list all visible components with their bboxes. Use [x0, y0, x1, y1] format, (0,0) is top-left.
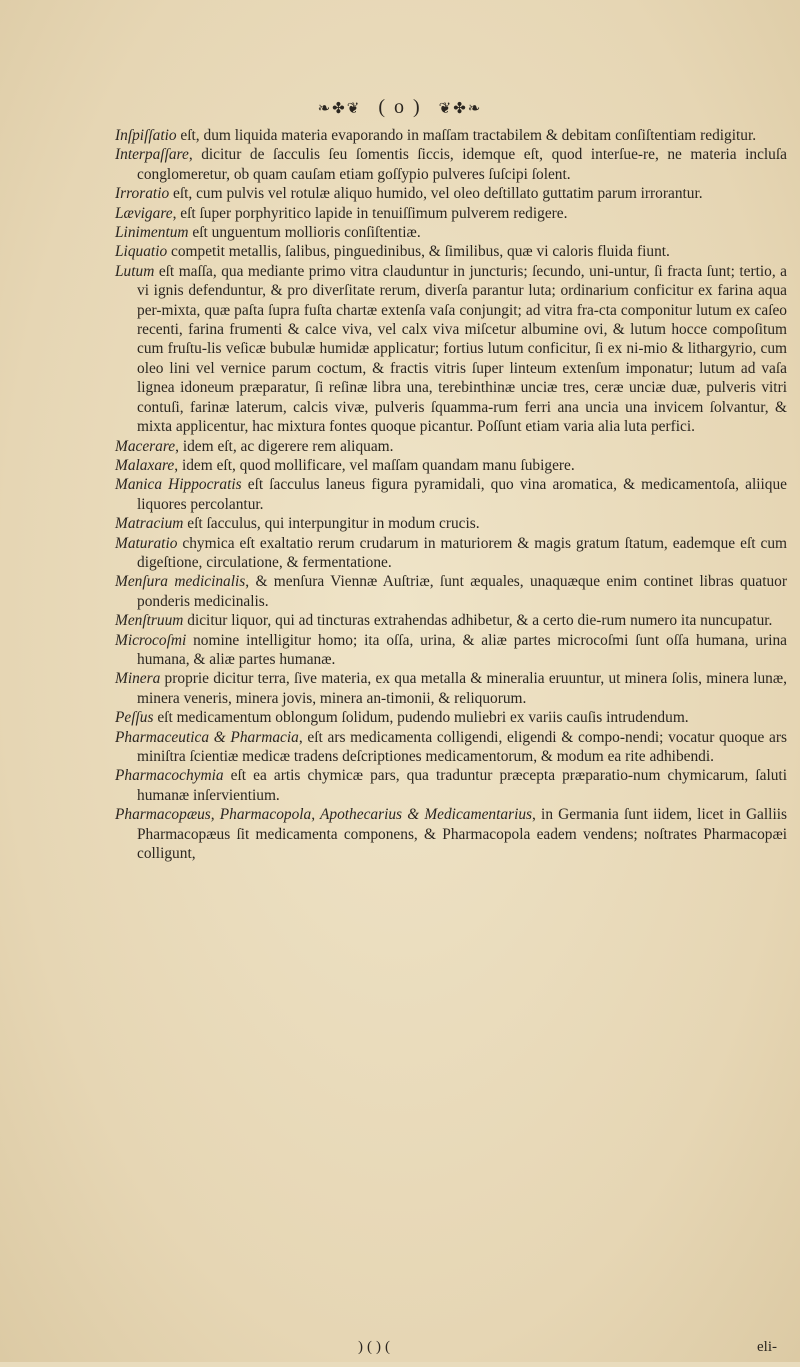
page-number: ( o ) [378, 96, 422, 118]
entry-term: Pharmacochymia [115, 767, 224, 785]
entry-text: , idem eſt, ac digerere rem aliquam. [175, 437, 394, 455]
glossary-entry [115, 475, 787, 514]
entry-text: eſt unguentum mollioris conſiſtentiæ. [188, 224, 421, 242]
entry-term: Malaxare [115, 456, 175, 474]
entry-term: Lutum [115, 262, 155, 280]
entry-term: Liquatio [115, 243, 168, 261]
entry-text: , eſt ars medicamenta colligendi, eligendi & compo-nendi; vocatur quoque ars miniſtra ſcientiæ medicæ tradens deſcriptiones medicamentorum, & modum ea rite adhibendi. [137, 728, 787, 765]
entry-term: Inſpiſſatio [115, 127, 177, 144]
entry-term: Pharmaceutica & Pharmacia [115, 728, 299, 746]
glossary-entry [115, 631, 787, 670]
glossary-entry [115, 204, 787, 223]
glossary-entry [115, 805, 787, 863]
glossary-entry [115, 456, 787, 475]
entry-term: Macerare [115, 437, 176, 455]
entry-term: Pharmacopæus, Pharmacopola, Apothecarius & Medicamentarius [115, 806, 533, 824]
entry-text: eſt, dum liquida materia evaporando in maſſam tractabilem & debitam conſiſtentiam redigitur. [176, 127, 757, 144]
header-ornament-right: ❦✤❧ [438, 101, 483, 117]
glossary-entry [115, 262, 787, 437]
glossary-entry [115, 437, 787, 456]
entry-text: , dicitur de ſacculis ſeu ſomentis ſiccis, idemque eſt, quod interſue-re, ne materia incluſa conglomeretur, ob quam cauſam etiam goſſypio pulveres ſuſcipi ſolent. [137, 146, 787, 183]
glossary-entry [115, 514, 787, 533]
entry-text: eſt maſſa, qua mediante primo vitra clauduntur in juncturis; ſecundo, uni-untur, ſi fracta ſunt; tertio, a vi ignis defenduntur, & pro diverſitate rerum, diverſa parantur luta; ordinarium conficitur ex farina aqua per-mixta, quæ paſta ſupra fuſta chartæ extenſa vaſa conjungit; ad vitra fra-cta componitur lutum ex caſeo recenti, farina frumenti & calce viva, vel calx viva miſcetur albumine ovi, & lutum hocce compoſitum cum fruſtu-lis veſicæ bubulæ humidæ applicatur; fortius lutum conficitur, ſi ex ni-mio & lithargyrio, cum oleo lini vel vernice parum coctum, & fractis vitris ſuper linteum extenſum imponatur; lutum ad vaſa lignea idoneum præparatur, ſi reſinæ libra una, terebinthinæ unciæ tres, ceræ unciæ duæ, pulveris vitri contuſi, farinæ laterum, calcis vivæ, pulveris ſquamma-rum ferri ana uncia una invicem ſolvantur, & mixta applicentur, hac mixtura fontes quoque picantur. Poſſunt etiam varia alia luta perfici. [137, 262, 787, 436]
page-header [0, 96, 800, 119]
entry-term: Manica Hippocratis [115, 476, 242, 494]
entry-term: Matracium [115, 515, 184, 533]
glossary-entry [115, 242, 787, 261]
signature-mark: )()( [358, 1339, 394, 1355]
entry-text: dicitur liquor, qui ad tincturas extrahendas adhibetur, & a certo die-rum numero ita nuncupatur. [183, 612, 773, 630]
entry-text: competit metallis, ſalibus, pinguedinibus, & ſimilibus, quæ vi caloris fluida fiunt. [167, 243, 670, 261]
entry-term: Lævigare [115, 204, 173, 222]
glossary-entry [115, 126, 787, 145]
entry-text: eſt ſacculus, qui interpungitur in modum crucis. [183, 515, 480, 533]
page-footer [0, 1339, 800, 1367]
entry-term: Linimentum [115, 224, 189, 242]
entry-text: eſt, cum pulvis vel rotulæ aliquo humido, vel oleo deſtillato guttatim parum irrorantur. [169, 185, 703, 203]
entry-term: Peſſus [115, 709, 154, 727]
entry-term: Menſtruum [115, 612, 184, 630]
header-ornament-left: ❧✤❦ [317, 101, 362, 117]
catchword: eli- [757, 1339, 777, 1355]
entry-text: nomine intelligitur homo; ita oſſa, urina, & aliæ partes microcoſmi ſunt oſſa humana, urina humana, & aliæ partes humanæ. [137, 631, 787, 668]
glossary-entry [115, 572, 787, 611]
glossary-entry [115, 611, 787, 630]
entry-term: Interpaſſare [115, 146, 189, 164]
entry-text: chymica eſt exaltatio rerum crudarum in maturiorem & magis gratum ſtatum, eademque eſt cum digeſtione, circulatione, & fermentatione. [137, 534, 787, 571]
entry-term: Irroratio [115, 185, 170, 203]
glossary-entry [115, 708, 787, 727]
entry-text: , eſt ſuper porphyritico lapide in tenuiſſimum pulverem redigere. [172, 204, 568, 222]
entry-text: eſt ſacculus laneus figura pyramidali, quo vina aromatica, & medicamentoſa, aliique liquores percolantur. [137, 476, 787, 513]
entry-text: eſt ea artis chymicæ pars, qua traduntur præcepta præparatio-num chymicarum, ſaluti humanæ inſervientium. [137, 767, 787, 804]
glossary-entry [115, 728, 787, 767]
entry-text: , idem eſt, quod mollificare, vel maſſam quandam manu ſubigere. [174, 456, 575, 474]
glossary-entries [115, 126, 787, 863]
entry-term: Maturatio [115, 534, 178, 552]
entry-term: Microcoſmi [115, 631, 187, 649]
entry-text: eſt medicamentum oblongum ſolidum, pudendo muliebri ex variis cauſis intrudendum. [153, 709, 689, 727]
entry-term: Minera [115, 670, 161, 688]
glossary-entry [115, 184, 787, 203]
glossary-entry [115, 223, 787, 242]
entry-text: , in Germania ſunt iidem, licet in Galliis Pharmacopæus ſit medicamenta componens, & Pharmacopola eadem vendens; noſtrates Pharmacopæi colligunt, [137, 806, 787, 863]
entry-text: proprie dicitur terra, ſive materia, ex qua metalla & mineralia eruuntur, ut minera ſolis, minera lunæ, minera veneris, minera jovis, minera an-timonii, & reliquorum. [137, 670, 787, 707]
glossary-entry [115, 534, 787, 573]
glossary-entry [115, 145, 787, 184]
glossary-entry [115, 669, 787, 708]
entry-term: Menſura medicinalis [115, 573, 246, 591]
glossary-entry [115, 766, 787, 805]
entry-text: , & menſura Viennæ Auſtriæ, ſunt æquales, unaquæque enim continet libras quatuor ponderis medicinalis. [137, 573, 787, 610]
